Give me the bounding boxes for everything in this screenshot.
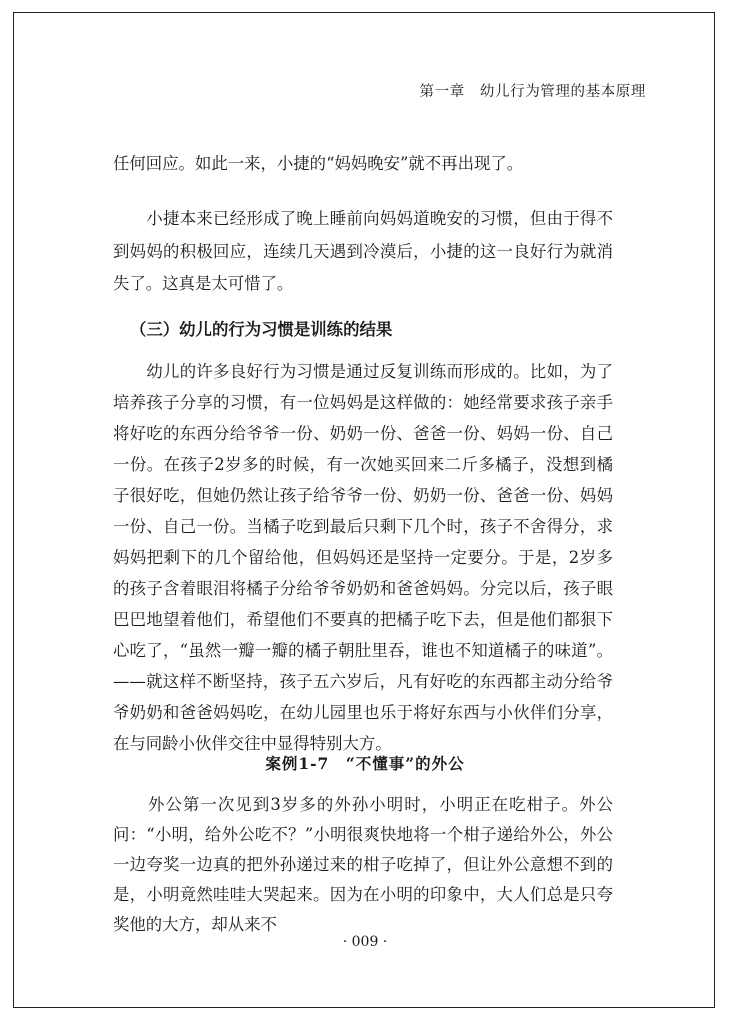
paragraph-continuation: 任何回应。如此一来，小捷的“妈妈晚安”就不再出现了。 xyxy=(113,154,524,173)
paragraph-habit-training: 幼儿的许多良好行为习惯是通过反复训练而形成的。比如，为了培养孩子分享的习惯，有一位妈妈是这样做的：她经常要求孩子亲手将好吃的东西分给爷爷一份、奶奶一份、爸爸一份、妈妈一份、自己一份。在孩子2岁多的时候，有一次她买回来二斤多橘子，没想到橘子很好吃，但她仍然让孩子给爷爷一份、奶奶一份、爸爸一份、妈妈一份、自己一份。当橘子吃到最后只剩下几个时，孩子不舍得分，求妈妈把剩下的几个留给他，但妈妈还是坚持一定要分。于是，2岁多的孩子含着眼泪将橘子分给爷爷奶奶和爸爸妈妈。分完以后，孩子眼巴巴地望着他们，希望他们不要真的把橘子吃下去，但是他们都狠下心吃了，“虽然一瓣一瓣的橘子朝肚里吞，谁也不知道橘子的味道”。——就这样不断坚持，孩子五六岁后，凡有好吃的东西都主动分给爷爷奶奶和爸爸妈妈吃，在幼儿园里也乐于将好东西与小伙伴们分享，在与同龄小伙伴交往中显得特别大方。 xyxy=(113,362,613,753)
case-paragraph: 外公第一次见到3岁多的外孙小明时，小明正在吃柑子。外公问：“小明，给外公吃不？”小明很爽快地将一个柑子递给外公，外公一边夸奖一边真的把外孙递过来的柑子吃掉了，但让外公意想不到的是，小明竟然哇哇大哭起来。因为在小明的印象中，大人们总是只夸奖他的大方，却从来不 xyxy=(113,795,613,934)
case-title: 案例1-7 “不懂事”的外公 xyxy=(265,754,465,773)
section-heading: （三）幼儿的行为习惯是训练的结果 xyxy=(130,320,393,339)
running-header: 第一章 幼儿行为管理的基本原理 xyxy=(419,84,646,100)
page-number: · 009 · xyxy=(342,934,388,950)
paragraph-xiaojie: 小捷本来已经形成了晚上睡前向妈妈道晚安的习惯，但由于得不到妈妈的积极回应，连续几天遇到冷漠后，小捷的这一良好行为就消失了。这真是太可惜了。 xyxy=(113,209,613,293)
